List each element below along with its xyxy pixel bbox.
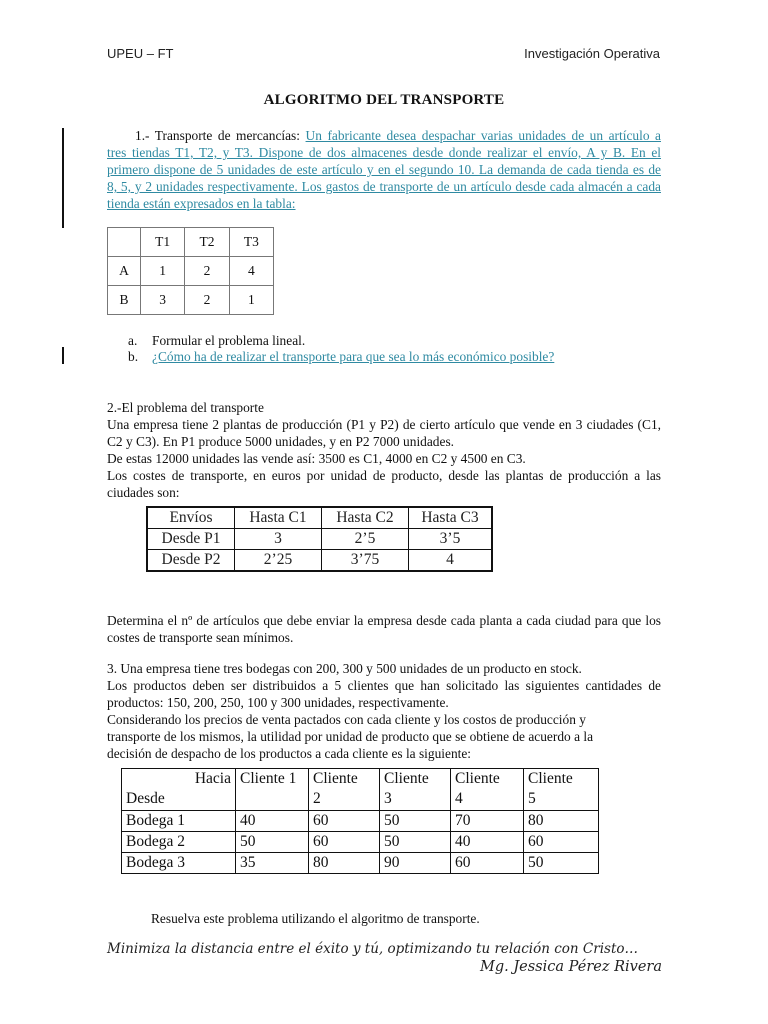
paragraph-line: C2 y C3). En P1 produce 5000 unidades, y en P2 7000 unidades. (107, 434, 455, 449)
table-cell: T1 (141, 228, 185, 257)
table-cell: 90 (380, 853, 451, 874)
header-right: Investigación Operativa (524, 46, 660, 61)
paragraph-line: ciudades son: (107, 485, 180, 500)
header-left: UPEU – FT (107, 46, 174, 61)
table-cell: Bodega 1 (122, 811, 236, 832)
corner-cell (122, 769, 236, 811)
table-cell: 3 (235, 529, 322, 550)
header-top: Cliente (528, 770, 573, 787)
table-cell: T3 (229, 228, 273, 257)
header-bottom: 4 (455, 790, 463, 807)
paragraph-line: Considerando los precios de venta pactados con cada cliente y los costos de producción y (107, 712, 586, 727)
paragraph-line: De estas 12000 unidades las vende así: 3500 es C1, 4000 en C2 y 4500 en C3. (107, 451, 526, 466)
table-row (108, 286, 274, 315)
problem-2-question (107, 612, 661, 646)
item-a-text: Formular el problema lineal. (152, 333, 306, 348)
problem-1-link-line[interactable]: Un fabricante desea despachar varias unidades de un artículo a (305, 128, 661, 143)
profit-table (121, 768, 599, 874)
problem-1-paragraph (107, 127, 661, 212)
paragraph-line: Determina el nº de artículos que debe enviar la empresa desde cada planta a cada ciudad para que los (107, 613, 661, 628)
revision-bar (62, 347, 64, 364)
table-row (108, 257, 274, 286)
paragraph-line: Una empresa tiene 2 plantas de producción (P1 y P2) de cierto artículo que vende en 3 ciudades (C1, (107, 417, 661, 432)
table-header-cell (380, 769, 451, 811)
table-cell: 40 (236, 811, 309, 832)
header-bottom: 3 (384, 790, 392, 807)
table-row (147, 550, 492, 572)
table-cell: 60 (309, 811, 380, 832)
paragraph-line: decisión de despacho de los productos a cada cliente es la siguiente: (107, 746, 472, 761)
problem-2-paragraph (107, 399, 661, 501)
table-cell: Hasta C3 (409, 507, 493, 529)
table-row (147, 529, 492, 550)
problem-1-link-line[interactable]: 8, 5, y 2 unidades respectivamente. Los gastos de transporte de un artículo desde cada almacén a cada (107, 179, 661, 194)
table-cell: 40 (451, 832, 524, 853)
header-top: Cliente 1 (240, 770, 297, 787)
table-cell: 50 (380, 811, 451, 832)
list-marker: b. (128, 349, 139, 364)
table-cell: 80 (524, 811, 599, 832)
revision-bar (62, 128, 64, 228)
table-cell: 60 (451, 853, 524, 874)
table-cell: 70 (451, 811, 524, 832)
cost-table-2 (146, 506, 493, 572)
header-bottom: 2 (313, 790, 321, 807)
table-cell: Bodega 3 (122, 853, 236, 874)
table-cell: Hasta C2 (322, 507, 409, 529)
cost-table-1 (107, 227, 274, 315)
paragraph-line: transporte de los mismos, la utilidad por unidad de producto que se obtiene de acuerdo a la (107, 729, 594, 744)
table-cell: 35 (236, 853, 309, 874)
problem-1-link-line[interactable]: primero dispone de 5 unidades de este artículo y en el segundo 10. La demanda de cada tienda es de (107, 162, 661, 177)
table-cell: Desde P2 (147, 550, 235, 572)
table-cell: 60 (524, 832, 599, 853)
table-cell: B (108, 286, 141, 315)
table-cell: 50 (380, 832, 451, 853)
table-header-row (122, 769, 599, 811)
table-header-row (108, 228, 274, 257)
table-cell (108, 228, 141, 257)
table-cell: 3’5 (409, 529, 493, 550)
header-top: Cliente (455, 770, 500, 787)
problem-1-intro: 1.- Transporte de mercancías: (135, 128, 300, 143)
footer-quote: Minimiza la distancia entre el éxito y tú, optimizando tu relación con Cristo… (107, 941, 638, 957)
list-marker: a. (128, 333, 138, 348)
document-title: ALGORITMO DEL TRANSPORTE (263, 92, 505, 108)
paragraph-line: productos: 150, 200, 250, 100 y 300 unidades, respectivamente. (107, 695, 449, 710)
corner-top: Hacia (194, 770, 231, 787)
table-cell: 3’75 (322, 550, 409, 572)
table-cell: 3 (141, 286, 185, 315)
corner-bottom: Desde (126, 790, 165, 807)
table-cell: 2’25 (235, 550, 322, 572)
table-header-cell (236, 769, 309, 811)
footer-author: Mg. Jessica Pérez Rivera (480, 959, 662, 975)
table-header-row (147, 507, 492, 529)
table-cell: 50 (236, 832, 309, 853)
table-row (122, 832, 599, 853)
table-cell: Bodega 2 (122, 832, 236, 853)
paragraph-line: costes de transporte sean mínimos. (107, 630, 294, 645)
table-cell: 4 (409, 550, 493, 572)
problem-1-link-line[interactable]: tres tiendas T1, T2, y T3. Dispone de dos almacenes desde donde realizar el envío, A y B. En el (107, 145, 661, 160)
item-b-link[interactable]: ¿Cómo ha de realizar el transporte para que sea lo más económico posible? (152, 349, 555, 364)
table-cell: 2 (185, 257, 229, 286)
table-cell: T2 (185, 228, 229, 257)
paragraph-line: Los costes de transporte, en euros por unidad de producto, desde las plantas de producción a las (107, 468, 661, 483)
table-cell: 2 (185, 286, 229, 315)
table-cell: A (108, 257, 141, 286)
table-cell: Envíos (147, 507, 235, 529)
table-row (122, 811, 599, 832)
table-cell: 1 (141, 257, 185, 286)
table-cell: Hasta C1 (235, 507, 322, 529)
table-row (122, 853, 599, 874)
table-cell: 4 (229, 257, 273, 286)
table-cell: Desde P1 (147, 529, 235, 550)
table-cell: 80 (309, 853, 380, 874)
table-header-cell (451, 769, 524, 811)
problem-3-closing: Resuelva este problema utilizando el algoritmo de transporte. (151, 911, 480, 926)
paragraph-line: 3. Una empresa tiene tres bodegas con 200, 300 y 500 unidades de un producto en stock. (107, 661, 582, 676)
table-header-cell (309, 769, 380, 811)
header-bottom: 5 (528, 790, 536, 807)
table-cell: 1 (229, 286, 273, 315)
problem-3-paragraph (107, 660, 661, 762)
table-cell: 50 (524, 853, 599, 874)
paragraph-line: Los productos deben ser distribuidos a 5 clientes que han solicitado las siguientes cantidades de (107, 678, 661, 693)
table-header-cell (524, 769, 599, 811)
problem-1-item-b (128, 348, 555, 365)
problem-1-link-line[interactable]: tienda están expresados en la tabla: (107, 196, 296, 211)
problem-1-item-a (128, 332, 306, 349)
header-top: Cliente (313, 770, 358, 787)
table-cell: 60 (309, 832, 380, 853)
problem-2-heading: 2.-El problema del transporte (107, 400, 264, 415)
table-cell: 2’5 (322, 529, 409, 550)
header-top: Cliente (384, 770, 429, 787)
